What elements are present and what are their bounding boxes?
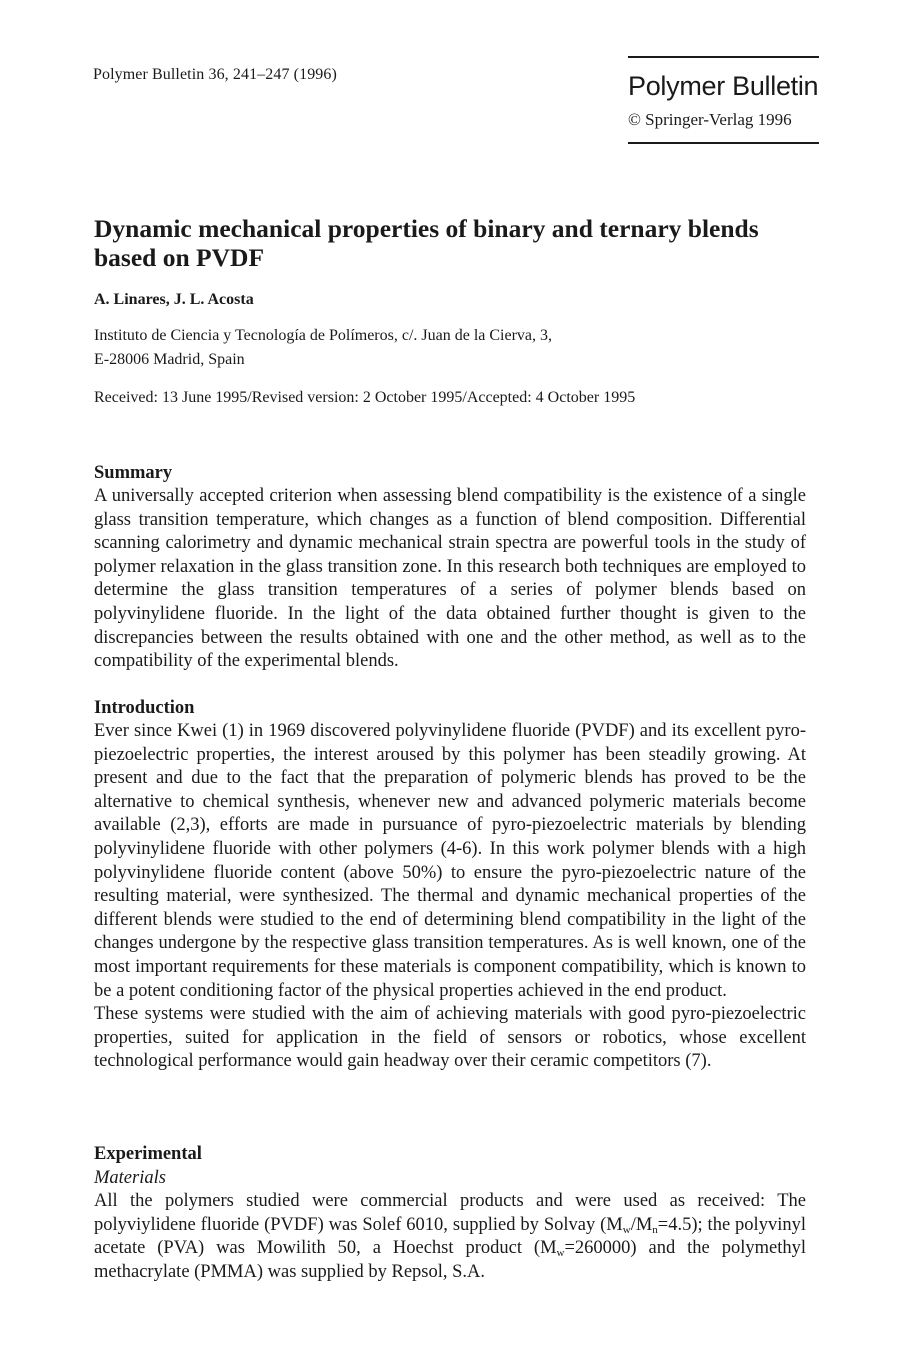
subscript: w (622, 1223, 631, 1236)
materials-text-part: =260000) and the polymethyl methacrylate (PMMA) was supplied by Repsol, S.A. (94, 1238, 806, 1282)
copyright-notice: © Springer-Verlag 1996 (628, 110, 792, 129)
introduction-paragraph: Ever since Kwei (1) in 1969 discovered polyvinylidene fluoride (PVDF) and its excellent pyro-piezoelectric properties, the interest aroused by this polymer has been steadily growing. At present and due to the fact that the preparation of polymeric blends has proved to be the alternative to chemical synthesis, whenever new and advanced polymeric materials become available (2,3), efforts are made in pursuance of pyro-piezoelectric materials by blending polyvinylidene fluoride with other polymers (4-6). In this work polymer blends with a high polyvinylidene fluoride content (above 50%) to ensure the pyro-piezoelectric nature of the resulting material, were synthesized. The thermal and dynamic mechanical properties of the different blends were studied to the end of determining blend compatibility in the light of the changes undergone by the respective glass transition temperatures. As is well known, one of the most important requirements for these materials is component compatibility, which is known to be a potent conditioning factor of the physical properties achieved in the end product. (94, 721, 806, 1001)
affiliation-line: E-28006 Madrid, Spain (94, 351, 245, 368)
introduction-section (94, 696, 806, 1074)
materials-text-part: =4.5); the polyvinyl acetate (PVA) was Mowilith 50, a Hoechst product (M (94, 1214, 806, 1259)
materials-text-part: /M (630, 1214, 653, 1235)
materials-subheading: Materials (94, 1168, 166, 1188)
masthead-top-rule (628, 56, 819, 58)
experimental-heading: Experimental (94, 1144, 202, 1164)
summary-text: A universally accepted criterion when assessing blend compatibility is the existence of a single glass transition temperature, which changes as a function of blend composition. Differential scanning calorimetry and dynamic mechanical strain spectra are powerful tools in the study of polymer relaxation in the glass transition zone. In this research both techniques are employed to determine the glass transition temperatures of a series of polymer blends based on polyvinylidene fluoride. In the light of the data obtained further thought is given to the discrepancies between the results obtained with one and the other method, as well as to the compatibility of the experimental blends. (94, 486, 806, 672)
journal-masthead (628, 56, 819, 144)
subscript: n (652, 1223, 658, 1236)
affiliation (94, 324, 552, 372)
masthead-bottom-rule (628, 142, 819, 144)
subscript: w (556, 1247, 565, 1260)
affiliation-line: Instituto de Ciencia y Tecnología de Polímeros, c/. Juan de la Cierva, 3, (94, 327, 553, 344)
materials-text-part: All the polymers studied were commercial products and were used as received: The polyviylidene fluoride (PVDF) was Solef 6010, supplied by Solvay (M (94, 1191, 806, 1235)
summary-heading: Summary (94, 463, 173, 483)
received-dates: Received: 13 June 1995/Revised version: 2 October 1995/Accepted: 4 October 1995 (94, 389, 636, 406)
article-title: Dynamic mechanical properties of binary and ternary blends based on PVDF (94, 214, 759, 272)
author-list: A. Linares, J. L. Acosta (94, 291, 254, 308)
journal-citation: Polymer Bulletin 36, 241–247 (1996) (93, 66, 337, 83)
experimental-section (94, 1142, 806, 1284)
materials-text (94, 1190, 806, 1284)
introduction-paragraph: These systems were studied with the aim of achieving materials with good pyro-piezoelectric properties, suited for application in the field of sensors or robotics, whose excellent technological performance would gain headway over their ceramic competitors (7). (94, 1004, 806, 1072)
summary-section (94, 461, 806, 674)
introduction-heading: Introduction (94, 698, 195, 718)
journal-name: Polymer Bulletin (628, 71, 819, 101)
